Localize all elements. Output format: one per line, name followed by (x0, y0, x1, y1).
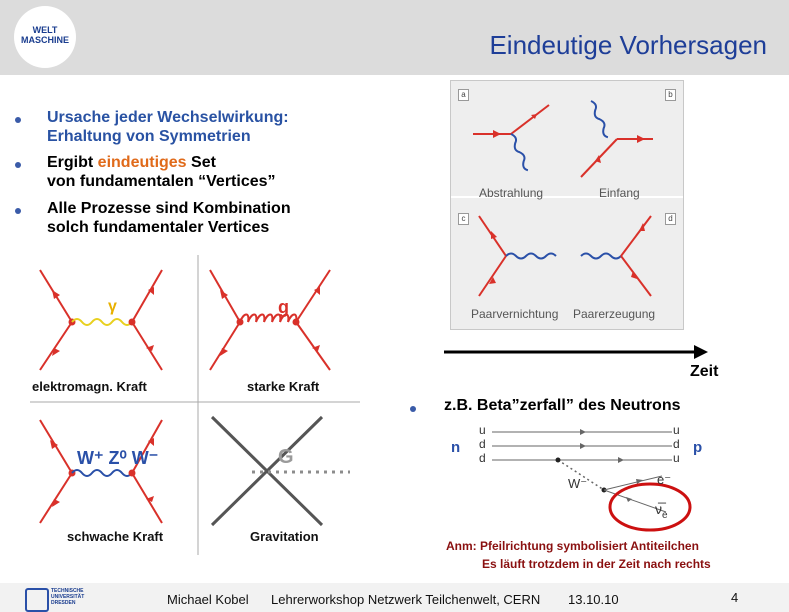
quark: u (479, 423, 486, 437)
beta-heading: z.B. Beta”zerfall” des Neutrons (444, 397, 681, 414)
w-boson-label: W⁻ (568, 476, 588, 491)
bullet-2-highlight: eindeutiges (97, 154, 187, 171)
neutron-label: n (451, 439, 461, 456)
vertex-figure (450, 80, 684, 330)
logo-line: DRESDEN (51, 600, 76, 606)
quark: d (479, 437, 486, 451)
footer-page-number: 4 (731, 590, 739, 605)
note-antiparticles (446, 537, 711, 573)
logo-line: UNIVERSITÄT (51, 594, 85, 600)
quark: u (673, 423, 680, 437)
label-paarvernichtung: Paarvernichtung (471, 307, 559, 321)
logo-line2: MASCHINE (20, 35, 69, 45)
time-arrow (440, 342, 720, 362)
force-diagrams (30, 255, 360, 555)
bullet-2-line2: von fundamentalen “Vertices” (47, 173, 276, 190)
proton-label: p (693, 439, 703, 456)
bullet-2 (47, 153, 276, 191)
quark: d (479, 451, 486, 465)
quark: d (673, 437, 680, 451)
panel-tag-d: d (665, 213, 676, 225)
label-weak-force: schwache Kraft (67, 529, 164, 544)
proton-quarks (673, 423, 680, 465)
bullet-icon (410, 406, 416, 412)
bullet-2-line1 (47, 153, 276, 172)
tu-dresden-logo-icon (25, 588, 49, 612)
footer-date: 13.10.10 (568, 592, 619, 607)
weltmaschine-logo (14, 6, 76, 68)
panel-tag-b: b (665, 89, 676, 101)
note-line2: Es läuft trotzdem in der Zeit nach rechts (482, 557, 711, 571)
quark: u (673, 451, 680, 465)
gluon-symbol: g (278, 297, 289, 317)
panel-tag-c: c (458, 213, 469, 225)
label-em-force: elektromagn. Kraft (32, 379, 147, 394)
bullet-icon (15, 162, 21, 168)
graviton-symbol: G (278, 446, 294, 468)
label-paarerzeugung: Paarerzeugung (573, 307, 656, 321)
weak-bosons-symbol: W⁺ Z⁰ W⁻ (77, 448, 159, 468)
bullet-icon (15, 117, 21, 123)
bullet-2-text-a: Ergibt (47, 154, 98, 171)
bullet-2-text-c: Set (186, 154, 216, 171)
bullet-1-line1: Ursache jeder Wechselwirkung: (47, 109, 289, 126)
logo-line: TECHNISCHE (51, 588, 84, 594)
time-label: Zeit (690, 363, 719, 380)
vertex-figure-diagram (451, 81, 683, 329)
neutron-quarks (479, 423, 486, 465)
label-einfang: Einfang (599, 186, 640, 200)
bullet-1 (47, 108, 289, 146)
tu-dresden-logo (51, 588, 84, 606)
electron-label: e⁻ (657, 472, 672, 487)
antineutrino-subscript: e (662, 509, 668, 521)
photon-symbol: γ (108, 298, 117, 315)
antineutrino-symbol: ν̅ (655, 501, 662, 517)
footer-event: Lehrerworkshop Netzwerk Teilchenwelt, CERN (271, 592, 541, 607)
label-abstrahlung: Abstrahlung (479, 186, 544, 200)
panel-tag-a: a (458, 89, 469, 101)
antineutrino-label (655, 501, 668, 521)
bullet-icon (15, 208, 21, 214)
logo-line1: WELT (32, 25, 58, 35)
note-line1: Anm: Pfeilrichtung symbolisiert Antiteilchen (446, 539, 699, 553)
bullet-3-line2: solch fundamentaler Vertices (47, 219, 270, 236)
bullet-1-line2: Erhaltung von Symmetrien (47, 128, 251, 145)
label-strong-force: starke Kraft (247, 379, 320, 394)
bullet-3-line1: Alle Prozesse sind Kombination (47, 200, 291, 217)
label-gravitation: Gravitation (250, 529, 319, 544)
footer-author: Michael Kobel (167, 592, 249, 607)
slide-title: Eindeutige Vorhersagen (489, 30, 767, 60)
bullet-3 (47, 199, 291, 237)
